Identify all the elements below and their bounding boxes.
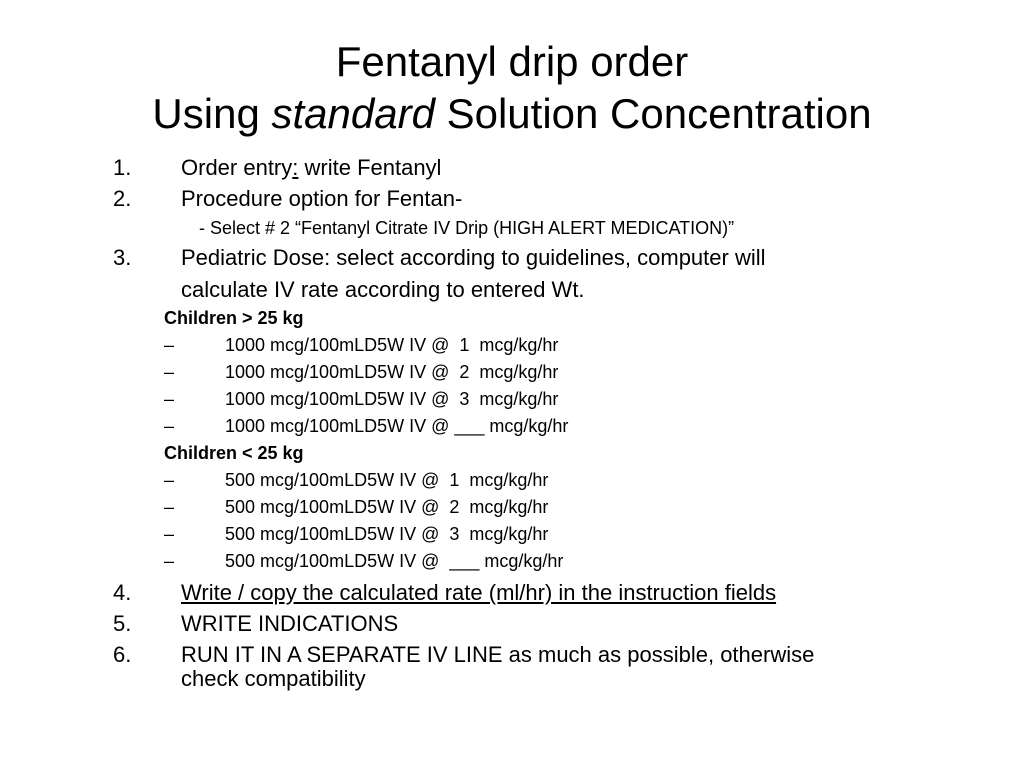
slide-title-line2 bbox=[0, 90, 1024, 138]
dose-line: 1000 mcg/100mLD5W IV @ 1 mcg/kg/hr bbox=[225, 335, 559, 355]
step-text: check compatibility bbox=[181, 666, 366, 691]
dose-line: 1000 mcg/100mLD5W IV @ 2 mcg/kg/hr bbox=[225, 362, 559, 382]
step-text: Write / copy the calculated rate (ml/hr) in the instruction fields bbox=[181, 580, 777, 605]
slide-title-line1: Fentanyl drip order bbox=[335, 38, 689, 85]
dose-line: 1000 mcg/100mLD5W IV @ 3 mcg/kg/hr bbox=[225, 389, 559, 409]
dose-line: 500 mcg/100mLD5W IV @ 1 mcg/kg/hr bbox=[225, 470, 549, 490]
title-suffix: Solution Concentration bbox=[434, 90, 872, 137]
step-text: WRITE INDICATIONS bbox=[181, 611, 399, 636]
group-heading-under-25kg: Children < 25 kg bbox=[164, 443, 304, 463]
dash-bullet: – bbox=[164, 335, 175, 355]
step-text: calculate IV rate according to entered Wt. bbox=[181, 277, 585, 302]
step-number: 4. bbox=[113, 580, 132, 605]
step-number: 1. bbox=[113, 155, 132, 180]
dash-bullet: – bbox=[164, 524, 175, 544]
step-text: RUN IT IN A SEPARATE IV LINE as much as possible, otherwise bbox=[181, 642, 815, 667]
dose-line: 1000 mcg/100mLD5W IV @ ___ mcg/kg/hr bbox=[225, 416, 569, 436]
dash-bullet: – bbox=[164, 470, 175, 490]
group-heading-over-25kg: Children > 25 kg bbox=[164, 308, 304, 328]
dash-bullet: – bbox=[164, 362, 175, 382]
order-entry-colon: : bbox=[292, 155, 299, 180]
step-text bbox=[181, 155, 441, 181]
dash-bullet: – bbox=[164, 497, 175, 517]
dose-line: 500 mcg/100mLD5W IV @ ___ mcg/kg/hr bbox=[225, 551, 564, 571]
step-text: Procedure option for Fentan- bbox=[181, 186, 463, 211]
step-text: Pediatric Dose: select according to guidelines, computer will bbox=[181, 245, 766, 270]
dash-bullet: – bbox=[164, 551, 175, 571]
step-2-subitem: - Select # 2 “Fentanyl Citrate IV Drip (HIGH ALERT MEDICATION)” bbox=[199, 218, 735, 238]
dose-line: 500 mcg/100mLD5W IV @ 3 mcg/kg/hr bbox=[225, 524, 549, 544]
step-number: 3. bbox=[113, 245, 132, 270]
order-entry-label: Order entry bbox=[181, 155, 293, 180]
dose-line: 500 mcg/100mLD5W IV @ 2 mcg/kg/hr bbox=[225, 497, 549, 517]
step-number: 5. bbox=[113, 611, 132, 636]
title-prefix: Using bbox=[152, 90, 272, 137]
dash-bullet: – bbox=[164, 416, 175, 436]
title-emphasis: standard bbox=[271, 90, 435, 137]
step-number: 6. bbox=[113, 642, 132, 667]
step-number: 2. bbox=[113, 186, 132, 211]
order-entry-rest: write Fentanyl bbox=[298, 155, 442, 180]
dash-bullet: – bbox=[164, 389, 175, 409]
